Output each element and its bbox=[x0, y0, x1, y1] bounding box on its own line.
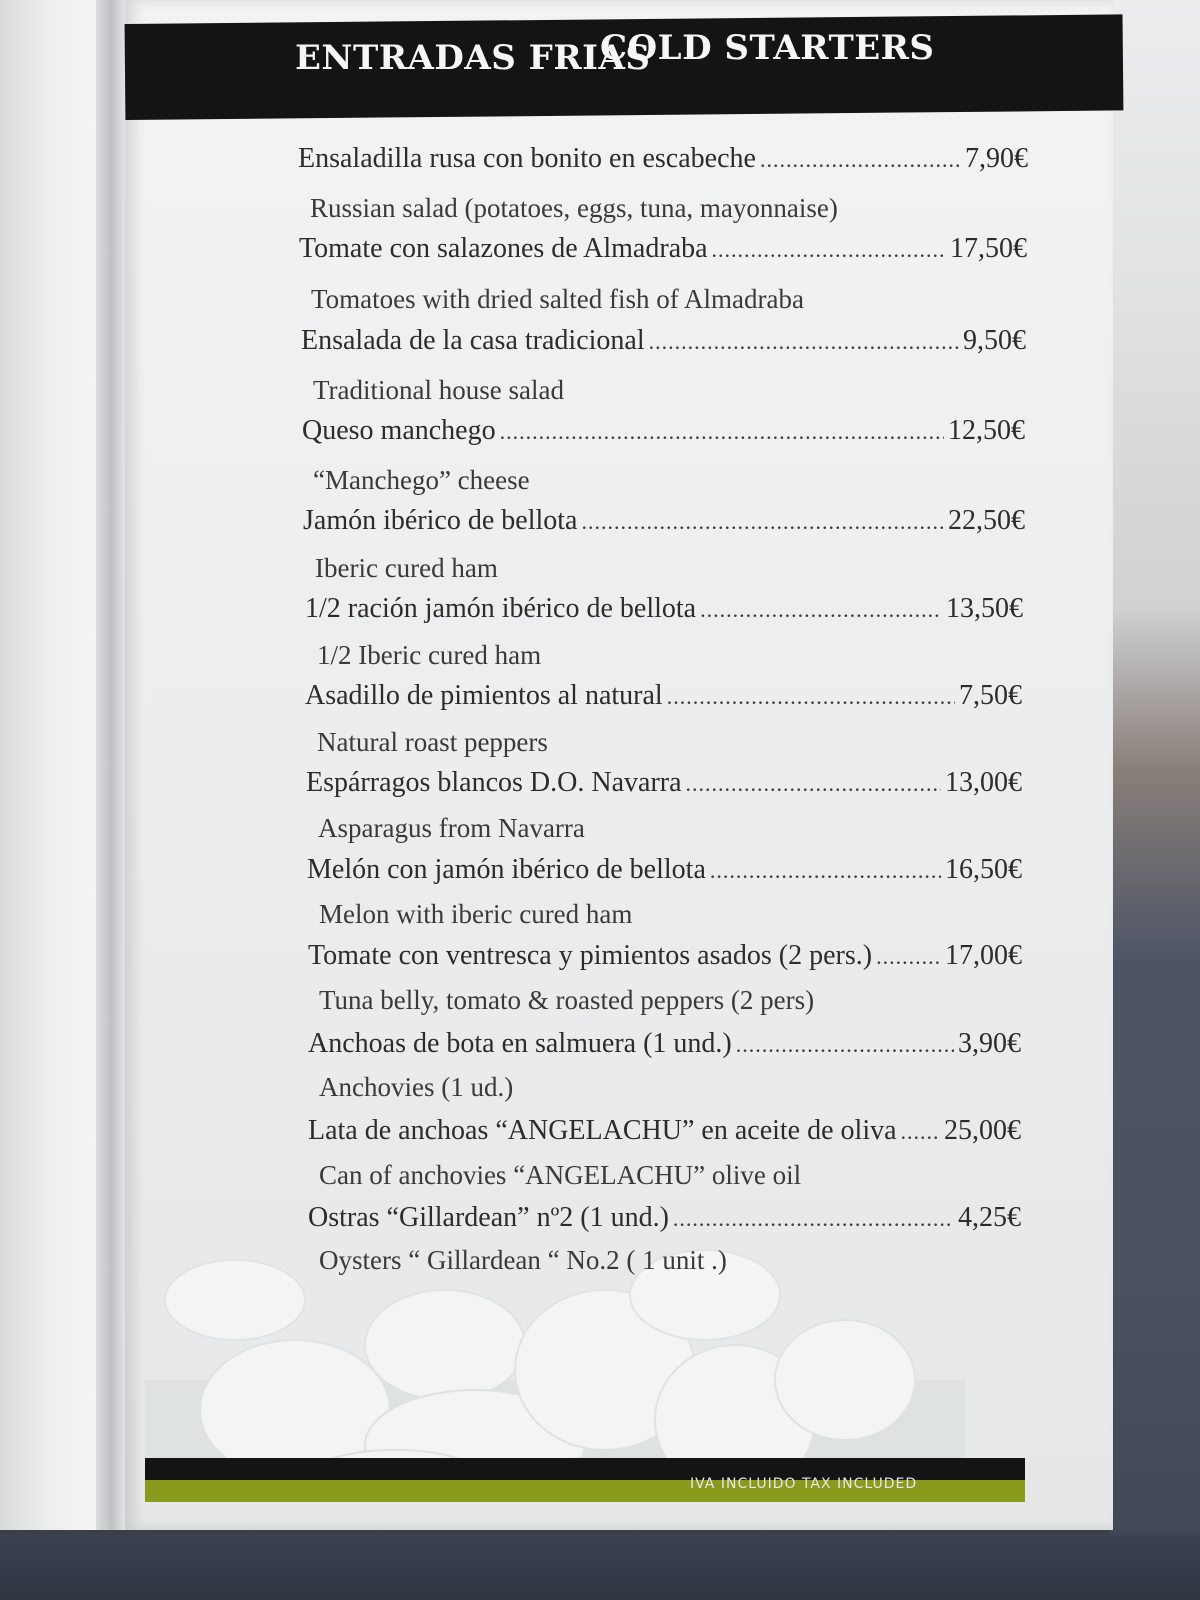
item-name: Asadillo de pimientos al natural bbox=[305, 680, 663, 711]
item-price: 3,90€ bbox=[958, 1028, 1021, 1059]
menu-item bbox=[308, 940, 1022, 980]
dot-leader bbox=[736, 1032, 954, 1058]
menu-item bbox=[303, 505, 1025, 545]
menu-item bbox=[302, 415, 1025, 455]
menu-item bbox=[305, 593, 1023, 633]
menu-list bbox=[125, 0, 1113, 1530]
item-price: 7,50€ bbox=[959, 680, 1022, 711]
menu-item bbox=[306, 767, 1022, 807]
item-name: Ensalada de la casa tradicional bbox=[301, 325, 645, 356]
background-table bbox=[0, 1535, 1200, 1600]
dot-leader bbox=[712, 237, 946, 263]
item-description: Iberic cured ham bbox=[315, 553, 498, 583]
item-name: Tomate con salazones de Almadraba bbox=[299, 233, 708, 264]
item-name: 1/2 ración jamón ibérico de bellota bbox=[305, 593, 697, 624]
menu-item bbox=[299, 233, 1027, 273]
item-description: Natural roast peppers bbox=[317, 727, 548, 757]
booklet-spine bbox=[96, 0, 126, 1530]
menu-item bbox=[307, 854, 1022, 894]
item-price: 7,90€ bbox=[965, 143, 1028, 174]
item-name: Tomate con ventresca y pimientos asados (2 pers.) bbox=[308, 940, 873, 971]
item-name: Jamón ibérico de bellota bbox=[303, 505, 578, 536]
item-description: Melon with iberic cured ham bbox=[319, 899, 633, 929]
dot-leader bbox=[901, 1119, 940, 1145]
dot-leader bbox=[686, 771, 941, 797]
item-description: 1/2 Iberic cured ham bbox=[317, 640, 542, 670]
header-title-es: ENTRADAS FRIAS bbox=[295, 38, 651, 78]
item-description: Russian salad (potatoes, eggs, tuna, mayonnaise) bbox=[310, 193, 838, 223]
item-price: 17,00€ bbox=[945, 940, 1022, 971]
item-price: 22,50€ bbox=[948, 505, 1025, 536]
item-name: Anchoas de bota en salmuera (1 und.) bbox=[308, 1028, 732, 1059]
menu-item bbox=[298, 143, 1028, 183]
item-price: 9,50€ bbox=[963, 325, 1026, 356]
header-title-en: COLD STARTERS bbox=[600, 28, 935, 68]
dot-leader bbox=[649, 329, 959, 355]
dot-leader bbox=[667, 684, 955, 710]
dot-leader bbox=[710, 858, 941, 884]
item-name: Ostras “Gillardean” nº2 (1 und.) bbox=[308, 1202, 669, 1233]
item-description: Tomatoes with dried salted fish of Almadraba bbox=[311, 284, 804, 314]
menu-item bbox=[305, 680, 1022, 720]
item-description: Asparagus from Navarra bbox=[318, 813, 585, 843]
background-cloth bbox=[1110, 0, 1200, 1600]
dot-leader bbox=[581, 509, 944, 535]
dot-leader bbox=[673, 1206, 954, 1232]
item-description: Anchovies (1 ud.) bbox=[319, 1072, 514, 1102]
item-description: “Manchego” cheese bbox=[313, 465, 530, 495]
menu-item bbox=[308, 1202, 1021, 1242]
item-price: 16,50€ bbox=[945, 854, 1022, 885]
dot-leader bbox=[500, 419, 944, 445]
tax-note: IVA INCLUIDO TAX INCLUDED bbox=[690, 1476, 918, 1492]
item-price: 13,50€ bbox=[946, 593, 1023, 624]
item-name: Queso manchego bbox=[302, 415, 496, 446]
item-name: Lata de anchoas “ANGELACHU” en aceite de oliva bbox=[308, 1115, 897, 1146]
dot-leader bbox=[760, 147, 961, 173]
menu-page bbox=[125, 0, 1113, 1530]
item-price: 13,00€ bbox=[945, 767, 1022, 798]
dot-leader bbox=[876, 944, 941, 970]
item-name: Melón con jamón ibérico de bellota bbox=[307, 854, 706, 885]
item-name: Espárragos blancos D.O. Navarra bbox=[306, 767, 682, 798]
item-description: Tuna belly, tomato & roasted peppers (2 pers) bbox=[319, 985, 815, 1015]
dot-leader bbox=[700, 597, 942, 623]
item-description: Can of anchovies “ANGELACHU” olive oil bbox=[319, 1160, 802, 1190]
item-price: 12,50€ bbox=[948, 415, 1025, 446]
item-price: 17,50€ bbox=[950, 233, 1027, 264]
item-description: Traditional house salad bbox=[313, 375, 564, 405]
menu-item bbox=[308, 1028, 1021, 1068]
menu-item bbox=[308, 1115, 1021, 1155]
item-description: Oysters “ Gillardean “ No.2 ( 1 unit .) bbox=[319, 1245, 727, 1275]
item-name: Ensaladilla rusa con bonito en escabeche bbox=[298, 143, 756, 174]
item-price: 25,00€ bbox=[944, 1115, 1021, 1146]
menu-item bbox=[301, 325, 1026, 365]
item-price: 4,25€ bbox=[958, 1202, 1021, 1233]
